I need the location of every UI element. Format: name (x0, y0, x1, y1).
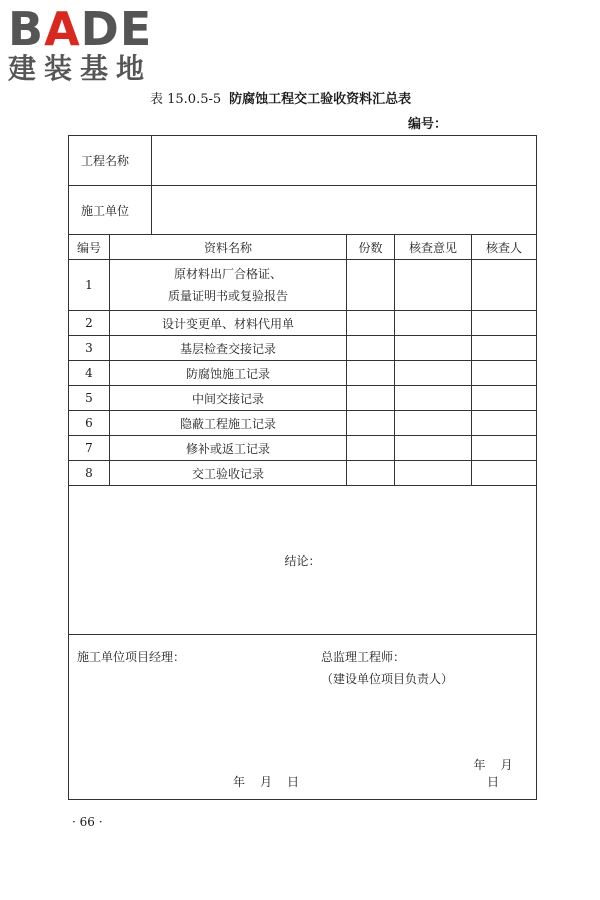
row-name-line: 质量证明书或复验报告 (168, 289, 289, 303)
row-no: 7 (69, 436, 110, 461)
row-name: 中间交接记录 (110, 386, 347, 411)
table-row (69, 436, 537, 461)
table-title (150, 88, 480, 107)
page-number: · 66 · (72, 815, 103, 829)
right-date (465, 756, 536, 790)
row-name: 交工验收记录 (110, 461, 347, 486)
logo-letter-b: B (8, 2, 45, 56)
row-checker-field[interactable] (472, 311, 537, 336)
header-checker: 核查人 (472, 235, 537, 260)
row-no: 4 (69, 361, 110, 386)
table-row (69, 361, 537, 386)
row-name: 防腐蚀施工记录 (110, 361, 347, 386)
row-opinion-field[interactable] (395, 311, 472, 336)
project-name-label: 工程名称 (69, 136, 152, 186)
row-opinion-field[interactable] (395, 411, 472, 436)
row-copies-field[interactable] (347, 386, 395, 411)
row-checker-field[interactable] (472, 461, 537, 486)
signature-cell[interactable] (69, 635, 537, 800)
logo-letters-de: DE (80, 2, 153, 56)
construction-unit-field[interactable] (152, 186, 537, 235)
row-no: 5 (69, 386, 110, 411)
row-no: 3 (69, 336, 110, 361)
table-number: 表 15.0.5-5 (150, 92, 222, 107)
bade-logo (8, 2, 178, 85)
date-month: 月 (500, 758, 514, 772)
row-opinion-field[interactable] (395, 386, 472, 411)
project-name-row (69, 136, 537, 186)
table-row (69, 336, 537, 361)
table-row (69, 386, 537, 411)
owner-representative-label: （建设单位项目负责人） (321, 672, 454, 686)
construction-unit-row (69, 186, 537, 235)
left-date (233, 773, 314, 790)
header-no: 编号 (69, 235, 110, 260)
date-month: 月 (260, 775, 274, 789)
row-opinion-field[interactable] (395, 461, 472, 486)
row-checker-field[interactable] (472, 260, 537, 311)
conclusion-row (69, 486, 537, 635)
header-row (69, 235, 537, 260)
table-row (69, 311, 537, 336)
row-opinion-field[interactable] (395, 436, 472, 461)
signature-area (69, 635, 536, 799)
conclusion-label: 结论： (284, 553, 321, 568)
header-opinion: 核查意见 (395, 235, 472, 260)
row-copies-field[interactable] (347, 436, 395, 461)
row-copies-field[interactable] (347, 411, 395, 436)
logo-latin-text (8, 2, 178, 56)
date-day: 日 (287, 775, 301, 789)
row-checker-field[interactable] (472, 436, 537, 461)
row-name: 设计变更单、材料代用单 (110, 311, 347, 336)
row-name-line: 原材料出厂合格证、 (174, 267, 283, 281)
logo-cjk-text: 建装基地 (8, 52, 153, 85)
row-name: 隐蔽工程施工记录 (110, 411, 347, 436)
row-no: 6 (69, 411, 110, 436)
date-year: 年 (473, 758, 487, 772)
row-no: 2 (69, 311, 110, 336)
row-checker-field[interactable] (472, 386, 537, 411)
table-row (69, 260, 537, 311)
date-day: 日 (487, 775, 501, 789)
row-copies-field[interactable] (347, 336, 395, 361)
table-row (69, 411, 537, 436)
row-opinion-field[interactable] (395, 361, 472, 386)
row-no: 8 (69, 461, 110, 486)
chief-supervisor-label: 总监理工程师： (321, 650, 406, 664)
conclusion-field[interactable] (69, 486, 537, 635)
table-row (69, 461, 537, 486)
row-opinion-field[interactable] (395, 260, 472, 311)
row-name: 基层检查交接记录 (110, 336, 347, 361)
row-copies-field[interactable] (347, 311, 395, 336)
header-name: 资料名称 (110, 235, 347, 260)
date-year: 年 (233, 775, 247, 789)
row-opinion-field[interactable] (395, 336, 472, 361)
row-copies-field[interactable] (347, 260, 395, 311)
row-name: 修补或返工记录 (110, 436, 347, 461)
header-copies: 份数 (347, 235, 395, 260)
row-checker-field[interactable] (472, 361, 537, 386)
row-name (110, 260, 347, 311)
signature-row (69, 635, 537, 800)
row-copies-field[interactable] (347, 361, 395, 386)
row-checker-field[interactable] (472, 336, 537, 361)
summary-form (68, 135, 537, 800)
doc-number-label: 编号： (408, 117, 448, 132)
row-copies-field[interactable] (347, 461, 395, 486)
construction-unit-label: 施工单位 (69, 186, 152, 235)
row-no: 1 (69, 260, 110, 311)
project-name-field[interactable] (152, 136, 537, 186)
logo-letter-a: A (44, 2, 81, 56)
row-checker-field[interactable] (472, 411, 537, 436)
table-title-text: 防腐蚀工程交工验收资料汇总表 (229, 92, 412, 107)
project-manager-label: 施工单位项目经理： (77, 650, 186, 664)
